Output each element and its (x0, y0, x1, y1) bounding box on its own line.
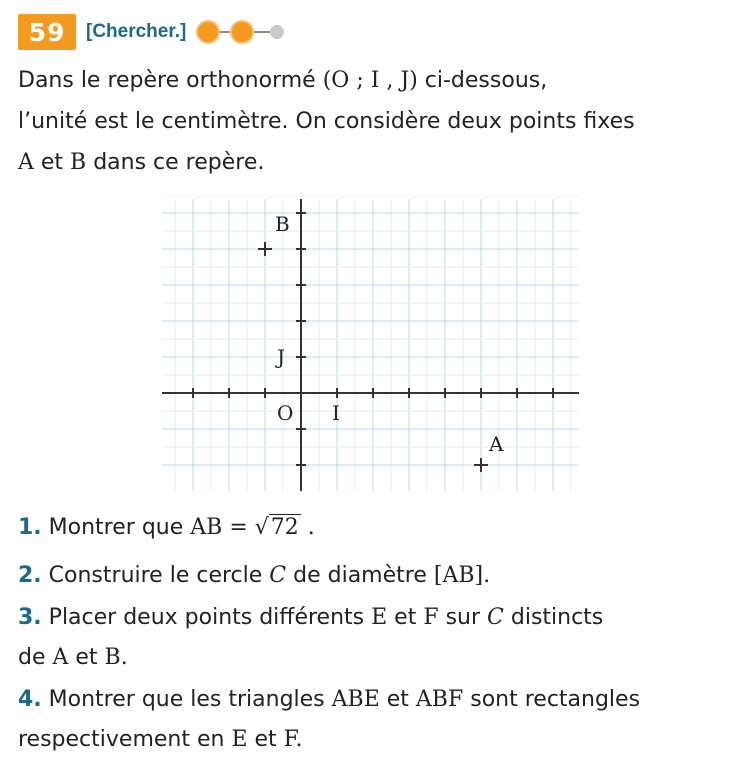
question-3-text: Placer deux points différents (48, 605, 372, 630)
intro-and: et (33, 150, 71, 175)
exercise-header (18, 14, 288, 50)
question-3 (18, 598, 718, 678)
triangle-abf: ABF (415, 687, 464, 712)
triangle-abe: ABE (331, 687, 380, 712)
question-4-number: 4. (18, 687, 42, 712)
intro-point-a: A (18, 150, 34, 175)
coordinate-grid-figure (158, 195, 583, 495)
question-3-line2: de (18, 645, 53, 670)
question-3-end: . (120, 645, 128, 670)
question-3-point-b: B (104, 645, 121, 670)
question-4-text: Montrer que les triangles (48, 687, 332, 712)
frame-notation: (O ; I , J) (322, 68, 418, 93)
intro-text-1: Dans le repère orthonormé (18, 68, 323, 93)
question-4 (18, 680, 718, 760)
segment-ab: [AB] (433, 563, 484, 588)
question-4-line2: respectivement en (18, 727, 232, 752)
point-e: E (371, 605, 388, 630)
question-4-and: et (379, 687, 416, 712)
intro-point-b: B (70, 150, 87, 175)
question-4-rest: sont rectangles (463, 687, 641, 712)
question-1-end: . (300, 515, 315, 540)
question-1-ab: AB (190, 515, 223, 540)
question-1-eq: = (222, 515, 255, 540)
question-4-and-2: et (247, 727, 284, 752)
exercise-tag: [Chercher.] (86, 21, 187, 42)
circle-c-symbol: C (269, 563, 287, 588)
difficulty-dot-1 (198, 22, 218, 42)
question-1-number: 1. (18, 515, 42, 540)
difficulty-dot-2 (232, 22, 252, 42)
label-unit-i: I (332, 401, 340, 425)
question-3-tail: distincts (503, 605, 604, 630)
grid-lines (158, 195, 579, 491)
intro-paragraph (18, 60, 718, 183)
intro-text-3: l’unité est le centimètre. On considère deux points fixes (18, 109, 635, 134)
question-4-end: . (295, 727, 303, 752)
exercise-number: 59 (18, 14, 76, 50)
difficulty-indicator (198, 17, 288, 47)
question-4-point-f: F (283, 727, 296, 752)
sqrt-expression (255, 508, 301, 548)
label-unit-j: J (277, 345, 286, 369)
question-3-and-2: et (68, 645, 105, 670)
question-3-number: 3. (18, 605, 42, 630)
question-3-and: et (387, 605, 424, 630)
question-1-text: Montrer que (48, 515, 191, 540)
sqrt-radicand: 72 (270, 515, 299, 540)
question-2-mid: de diamètre (286, 563, 434, 588)
point-f: F (423, 605, 439, 630)
difficulty-dot-3 (270, 25, 284, 39)
question-2 (18, 556, 718, 596)
intro-text-4: dans ce repère. (86, 150, 265, 175)
question-3-point-a: A (52, 645, 69, 670)
circle-c-symbol-2: C (487, 605, 504, 630)
label-point-b: B (275, 212, 290, 236)
label-point-a: A (489, 432, 504, 456)
label-origin-o: O (277, 401, 294, 425)
intro-text-2: ci-dessous, (417, 68, 548, 93)
question-2-number: 2. (18, 563, 42, 588)
sqrt-sign: √ (254, 515, 269, 540)
question-1 (18, 508, 718, 548)
question-3-on: sur (438, 605, 488, 630)
question-2-text: Construire le cercle (48, 563, 270, 588)
question-4-point-e: E (231, 727, 248, 752)
question-2-end: . (483, 563, 491, 588)
